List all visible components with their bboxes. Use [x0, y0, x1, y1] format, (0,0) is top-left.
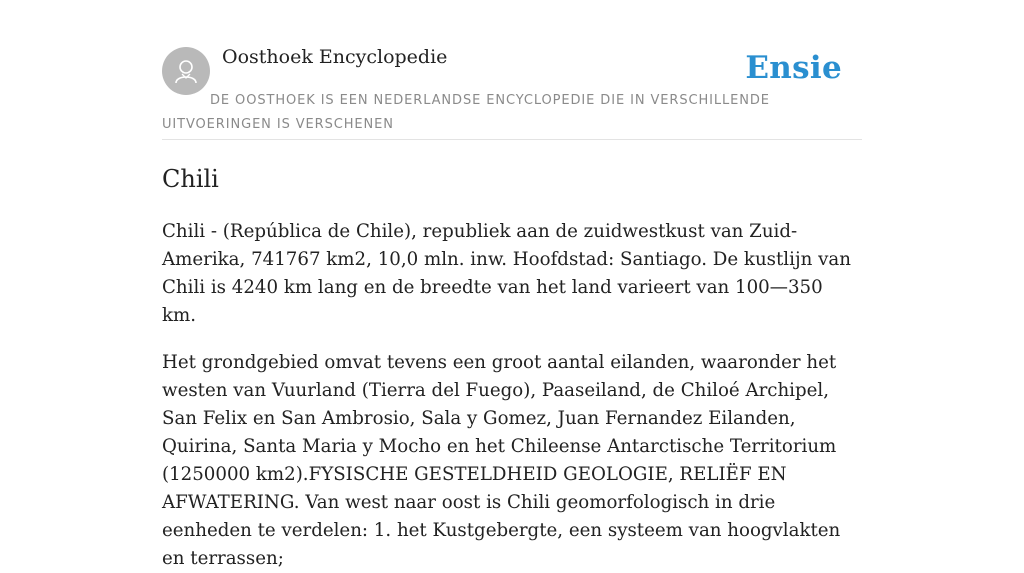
- user-icon: [171, 56, 201, 86]
- article-title: Chili: [162, 165, 219, 193]
- author-name[interactable]: Oosthoek Encyclopedie: [222, 46, 448, 68]
- article-body: [162, 218, 862, 573]
- page: [162, 0, 862, 573]
- article-paragraph: Chili - (República de Chile), republiek aan de zuidwestkust van Zuid-Amerika, 741767 km2, 10,0 mln. inw. Hoofdstad: Santiago. De kustlijn van Chili is 4240 km lang en de breedte van het land varieert van 100—350 km.: [162, 221, 851, 326]
- article-paragraph: Het grondgebied omvat tevens een groot aantal eilanden, waaronder het westen van Vuurland (Tierra del Fuego), Paaseiland, de Chiloé Archipel, San Felix en San Ambrosio, Sala y Gomez, Juan Fernandez Eilanden, Quirina, Santa Maria y Mocho en het Chileense Antarctische Territorium (1250000 km2).FYSISCHE GESTELDHEID GEOLOGIE, RELIËF EN AFWATERING. Van west naar oost is Chili geomorfologisch in drie eenheden te verdelen: 1. het Kustgebergte, een systeem van hoogvlakten en terrassen;: [162, 352, 841, 569]
- header: [162, 0, 862, 140]
- author-avatar[interactable]: [162, 47, 210, 95]
- brand-logo[interactable]: Ensie: [745, 50, 842, 86]
- author-description: DE OOSTHOEK IS EEN NEDERLANDSE ENCYCLOPEDIE DIE IN VERSCHILLENDE UITVOERINGEN IS VERSCHENEN: [162, 93, 770, 132]
